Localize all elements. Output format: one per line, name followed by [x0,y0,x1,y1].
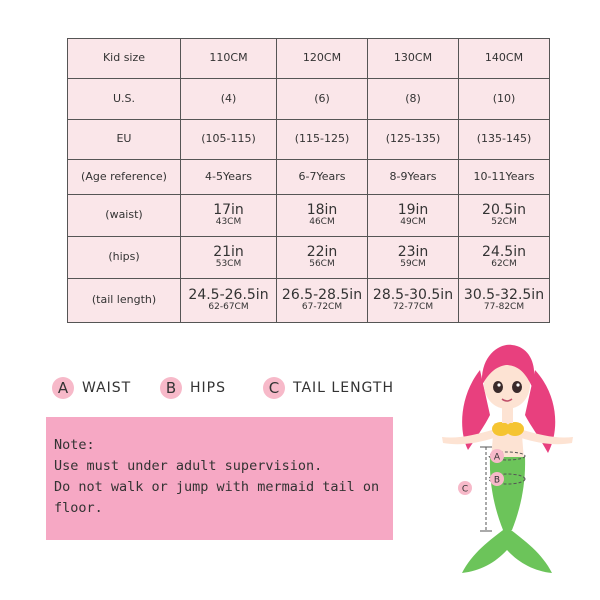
row-label: (hips) [68,237,181,279]
table-row [68,279,550,323]
table-cell [459,279,550,323]
cell-inch-value: 26.5-28.5in [281,286,363,303]
cell-cm-value: 67-72CM [301,302,343,313]
cell-inch-value: 24.5in [482,243,526,260]
table-row [68,79,550,120]
table-cell [459,237,550,279]
note-line: Use must under adult supervision. [54,458,323,474]
table-cell: 120CM [277,39,368,79]
cell-inch-value: 20.5in [482,201,526,218]
cell-cm-value: 49CM [400,217,426,228]
legend-marker-a: A [52,377,74,399]
table-cell: 6-7Years [277,160,368,195]
note-line: Note: [54,437,95,453]
table-cell [277,237,368,279]
cell-inch-value: 30.5-32.5in [463,286,545,303]
legend-item-hips [160,376,226,400]
table-row [68,195,550,237]
table-cell: (6) [277,79,368,120]
row-label: EU [68,120,181,160]
table-cell: 4-5Years [181,160,277,195]
table-cell [181,237,277,279]
marker-c-text: C [461,484,469,495]
table-row [68,160,550,195]
legend-label-hips: HIPS [190,380,226,396]
note-box [46,417,393,540]
mermaid-illustration [440,335,575,580]
table-cell [277,195,368,237]
table-cell [277,279,368,323]
legend-marker-c: C [263,377,285,399]
row-label: U.S. [68,79,181,120]
table-row [68,120,550,160]
table-cell [181,195,277,237]
table-cell: (4) [181,79,277,120]
table-cell: 130CM [368,39,459,79]
table-cell: 110CM [181,39,277,79]
size-chart-table [67,38,550,323]
table-cell: (8) [368,79,459,120]
cell-cm-value: 62-67CM [208,302,249,313]
cell-inch-value: 24.5-26.5in [188,286,269,303]
note-line: floor. [54,500,103,516]
row-label: Kid size [68,39,181,79]
cell-inch-value: 21in [213,243,244,260]
marker-a-text: A [493,452,501,463]
cell-cm-value: 62CM [491,259,517,270]
row-label: (waist) [68,195,181,237]
cell-inch-value: 17in [213,201,244,218]
legend-item-waist [52,376,131,400]
table-cell [368,237,459,279]
cell-inch-value: 18in [306,201,338,218]
cell-cm-value: 77-82CM [483,302,525,313]
cell-cm-value: 59CM [400,259,426,270]
cell-inch-value: 22in [306,243,338,260]
legend-label-waist: WAIST [82,380,132,396]
table-cell: (10) [459,79,550,120]
note-line: Do not walk or jump with mermaid tail on [54,479,380,495]
cell-inch-value: 23in [397,243,429,260]
table-cell: 8-9Years [368,160,459,195]
table-cell [368,279,459,323]
cell-cm-value: 46CM [309,217,335,228]
table-cell: 140CM [459,39,550,79]
cell-inch-value: 19in [397,201,429,218]
cell-cm-value: 52CM [491,217,517,228]
table-cell: (105-115) [181,120,277,160]
row-label: (tail length) [68,279,181,323]
table-cell [459,195,550,237]
table-cell: (135-145) [459,120,550,160]
cell-cm-value: 43CM [215,217,242,228]
table-cell: (125-135) [368,120,459,160]
cell-cm-value: 56CM [309,259,335,270]
legend-marker-b: B [160,377,182,399]
table-row [68,237,550,279]
cell-cm-value: 72-77CM [392,302,434,313]
legend-label-tail-length: TAIL LENGTH [293,380,394,396]
cell-cm-value: 53CM [215,259,242,270]
legend-item-tail-length [263,376,394,400]
table-cell [368,195,459,237]
table-row [68,39,550,79]
table-cell: (115-125) [277,120,368,160]
row-label: (Age reference) [68,160,181,195]
table-cell: 10-11Years [459,160,550,195]
marker-b-text: B [493,475,501,486]
table-cell [181,279,277,323]
cell-inch-value: 28.5-30.5in [372,286,454,303]
